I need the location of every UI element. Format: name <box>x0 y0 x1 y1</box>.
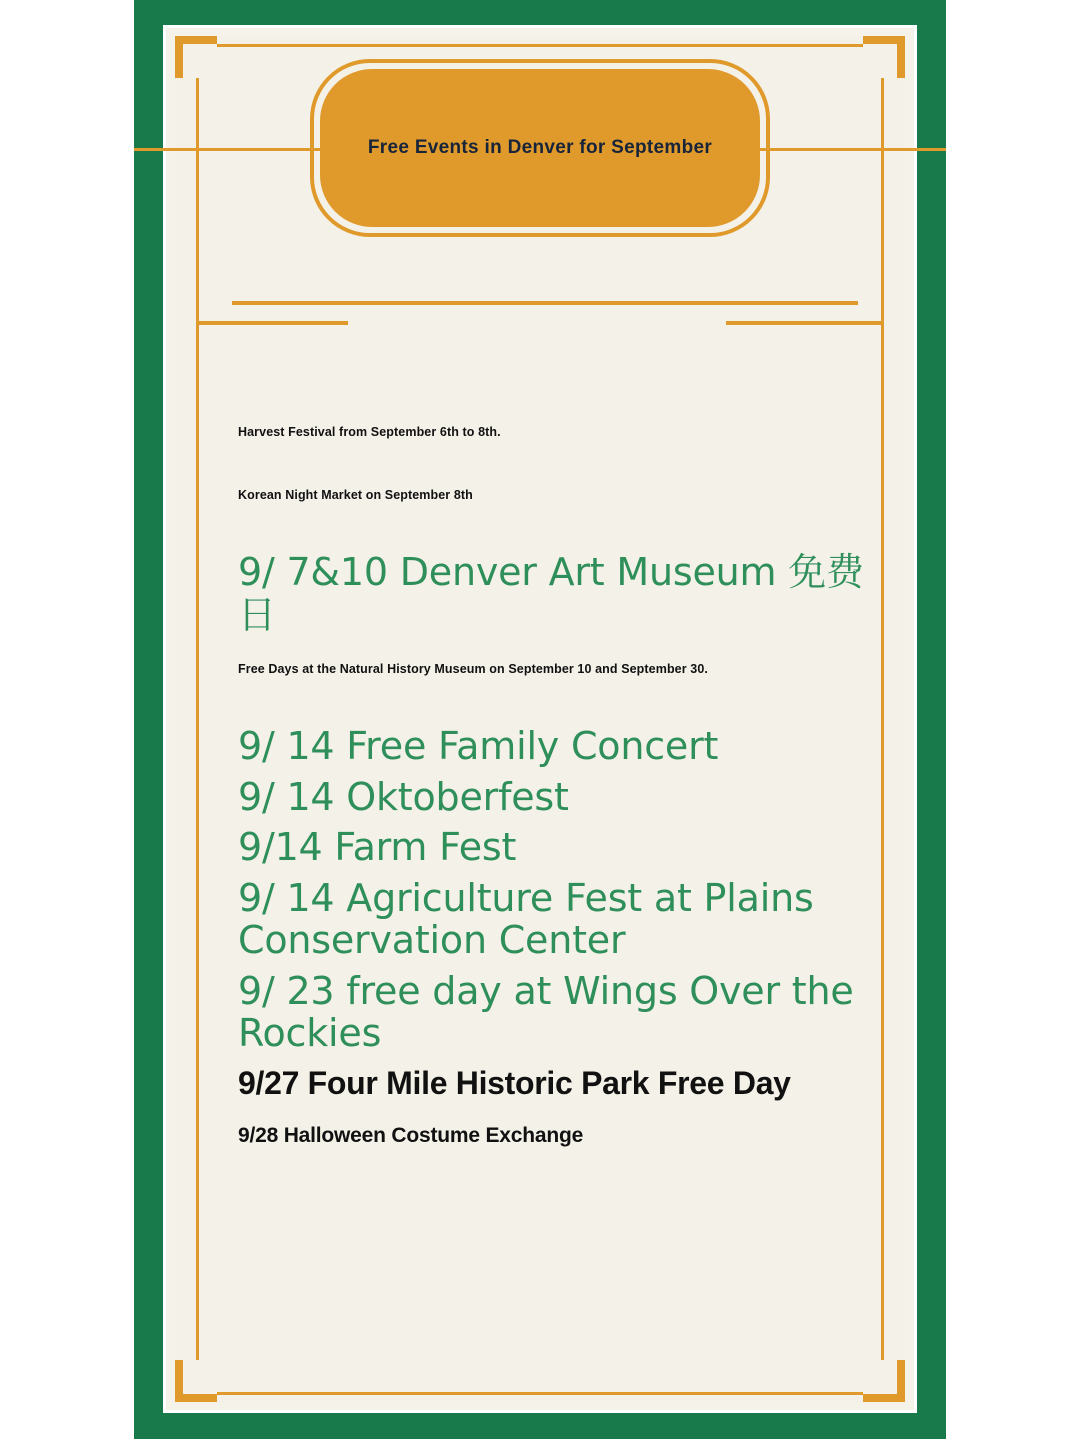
corner-notch-top-right <box>863 44 897 78</box>
title-rule-right <box>752 148 946 151</box>
poster-title: Free Events in Denver for September <box>367 137 713 158</box>
list-spacer <box>238 644 878 662</box>
decorative-rule-primary <box>232 301 858 305</box>
event-list <box>238 425 878 1148</box>
event-denver-art-museum: 9/ 7&10 Denver Art Museum 免费日 <box>238 550 864 637</box>
event-wings-over-the-rockies: 9/ 23 free day at Wings Over the Rockies <box>238 968 866 1056</box>
event-oktoberfest: 9/ 14 Oktoberfest <box>238 774 569 819</box>
event-agriculture-fest: 9/ 14 Agriculture Fest at Plains Conservation Center <box>238 875 826 963</box>
title-rule-left <box>134 148 334 151</box>
event-free-family-concert: 9/ 14 Free Family Concert <box>238 724 719 769</box>
frame-line-left <box>196 44 199 1395</box>
event-halloween-costume-exchange: 9/28 Halloween Costume Exchange <box>238 1123 584 1147</box>
title-badge <box>320 69 760 227</box>
event-four-mile-historic-park: 9/27 Four Mile Historic Park Free Day <box>238 1064 791 1101</box>
decorative-rule-right <box>726 321 884 325</box>
corner-notch-bottom-right <box>863 1360 897 1394</box>
event-farm-fest: 9/14 Farm Fest <box>238 825 517 870</box>
corner-notch-bottom-left <box>183 1360 217 1394</box>
corner-notch-top-left <box>183 44 217 78</box>
frame-line-bottom <box>196 1392 884 1395</box>
event-natural-history-museum: Free Days at the Natural History Museum on September 10 and September 30. <box>238 662 708 677</box>
frame-line-top <box>196 44 884 47</box>
frame-line-right <box>881 44 884 1395</box>
decorative-rule-left <box>196 321 348 325</box>
event-harvest-festival: Harvest Festival from September 6th to 8th. <box>238 425 501 439</box>
event-korean-night-market: Korean Night Market on September 8th <box>238 488 473 502</box>
